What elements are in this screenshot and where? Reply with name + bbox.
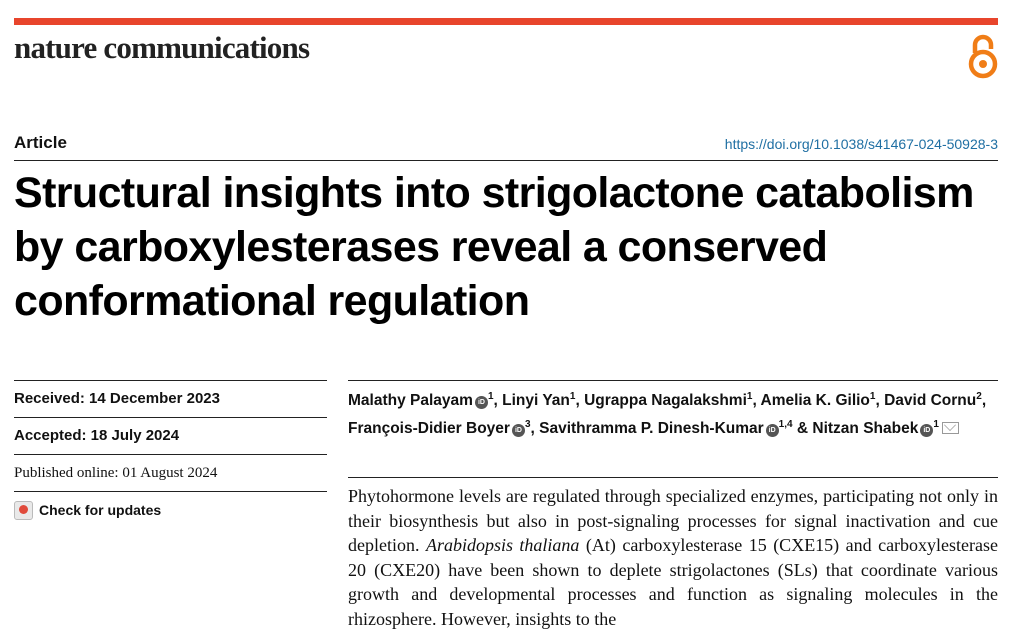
author-name[interactable]: Linyi Yan	[502, 392, 570, 410]
check-for-updates-button[interactable]	[14, 492, 327, 528]
author-affiliation: 2	[976, 391, 982, 402]
author-affiliation: 1,4	[778, 419, 793, 431]
author-affiliation: 1	[933, 419, 939, 431]
author-name[interactable]: Ugrappa Nagalakshmi	[584, 392, 747, 410]
check-for-updates-label: Check for updates	[39, 502, 162, 518]
abstract	[348, 484, 998, 631]
email-icon[interactable]	[942, 422, 959, 434]
divider	[348, 477, 998, 478]
author-name[interactable]: Savithramma P. Dinesh-Kumar	[539, 420, 764, 438]
author-affiliation: 3	[524, 419, 531, 431]
author-affiliation: 1	[869, 391, 876, 402]
accepted-date: Accepted: 18 July 2024	[14, 427, 180, 444]
orcid-icon[interactable]: iD	[475, 396, 488, 409]
journal-name[interactable]: nature communications	[14, 30, 310, 65]
author-list: Malathy Palayam $iD^1$, Linyi Yan$^1$, Ugrappa Nagalakshmi$^1$, Amelia K. Gilio$^1$, David Cornu$^2$, François-Didier Boyer $iD^3$, Savithramma P. Dinesh-Kumar iD$^{1,4}$ & Nitzan Shabek $iD^1$	[348, 391, 987, 438]
author-affiliation: 1	[487, 391, 494, 402]
author-name[interactable]: François-Didier Boyer	[348, 420, 510, 438]
divider	[348, 380, 998, 381]
divider	[14, 160, 998, 161]
article-body	[348, 380, 998, 631]
open-access-icon	[966, 33, 1000, 79]
journal-header-bar	[14, 18, 998, 25]
article-type-label: Article	[14, 133, 67, 152]
abstract-text: (At) carboxylesterase 15 (CXE15) and carboxylesterase 20 (CXE20) have been shown to deplete strigolactones (SLs) that coordinate various growth and developmental processes and function as signaling molecules in the rhizosphere. However, insights to the	[348, 535, 999, 629]
crossmark-icon	[14, 501, 33, 520]
author-name[interactable]: Malathy Palayam	[348, 392, 473, 410]
author-name[interactable]: Amelia K. Gilio	[760, 392, 870, 410]
doi-link[interactable]: https://doi.org/10.1038/s41467-024-50928-3	[724, 136, 998, 152]
author-affiliation: 1	[746, 391, 753, 402]
author-name[interactable]: David Cornu	[884, 392, 977, 410]
article-dates-panel	[14, 380, 327, 528]
orcid-icon[interactable]: iD	[766, 424, 779, 437]
author-affiliation: 1	[569, 391, 576, 402]
author-name[interactable]: Nitzan Shabek	[812, 420, 919, 438]
species-name: Arabidopsis thaliana	[425, 535, 580, 556]
received-date: Received: 14 December 2023	[14, 390, 220, 407]
orcid-icon[interactable]: iD	[512, 424, 525, 437]
orcid-icon[interactable]: iD	[920, 424, 933, 437]
published-date: Published online: 01 August 2024	[14, 465, 218, 481]
article-title: Structural insights into strigolactone catabolism by carboxylesterases reveal a conserved conformational regulation	[14, 169, 974, 325]
abstract-text: Phytohormone levels are regulated through specialized enzymes, participating not only in their biosynthesis but also in post-signaling processes for signal inactivation and cue depletion.	[348, 486, 998, 556]
